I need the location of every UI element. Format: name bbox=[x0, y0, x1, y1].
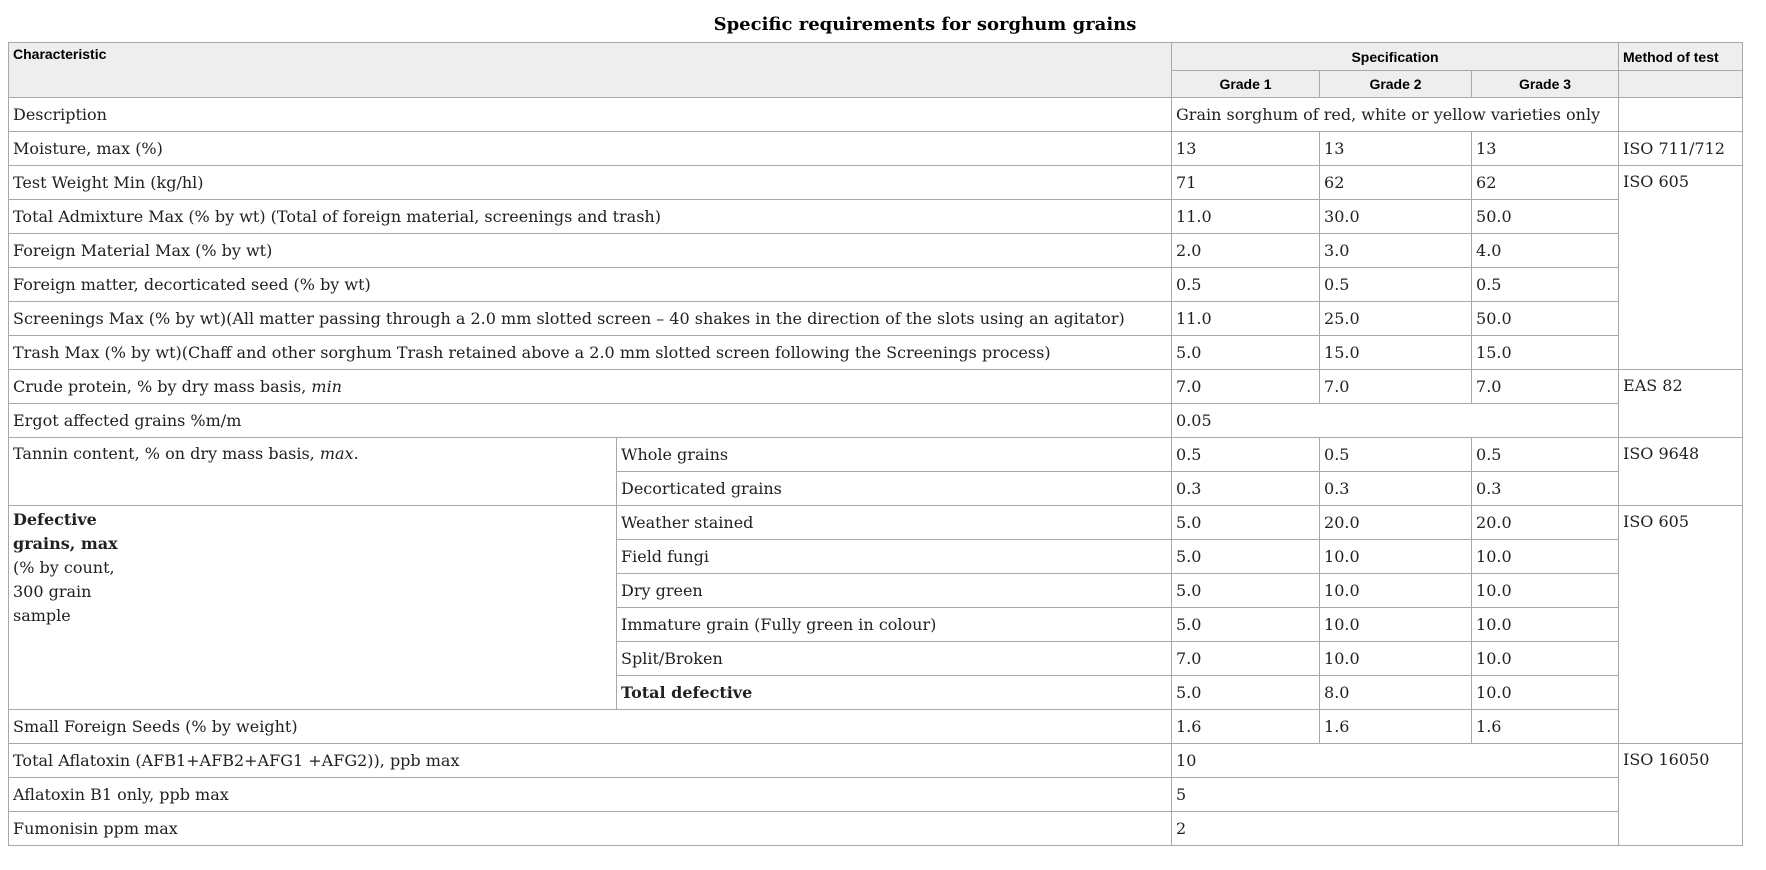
grade-1-value: 0.5 bbox=[1172, 268, 1320, 302]
label-line: Defective bbox=[13, 510, 97, 529]
grade-2-value: 13 bbox=[1320, 132, 1472, 166]
sub-label: Decorticated grains bbox=[617, 472, 1172, 506]
grade-2-value: 0.5 bbox=[1320, 438, 1472, 472]
label-text: Crude protein, % by dry mass basis, bbox=[13, 376, 312, 396]
grade-1-value: 11.0 bbox=[1172, 200, 1320, 234]
row-value: 2 bbox=[1172, 812, 1619, 846]
row-method: ISO 605 bbox=[1619, 166, 1743, 370]
row-method: ISO 9648 bbox=[1619, 438, 1743, 506]
table-title: Specific requirements for sorghum grains bbox=[713, 14, 1137, 35]
sub-label: Dry green bbox=[617, 574, 1172, 608]
row-label: Aflatoxin B1 only, ppb max bbox=[9, 778, 1172, 812]
grade-1-value: 7.0 bbox=[1172, 370, 1320, 404]
table-row bbox=[9, 166, 1743, 200]
header-method: Method of test bbox=[1619, 43, 1743, 71]
table-row bbox=[9, 268, 1743, 302]
sub-label: Split/Broken bbox=[617, 642, 1172, 676]
table-row bbox=[9, 200, 1743, 234]
grade-1-value: 5.0 bbox=[1172, 336, 1320, 370]
row-label: Ergot affected grains %m/m bbox=[9, 404, 1172, 438]
grade-2-value: 10.0 bbox=[1320, 642, 1472, 676]
table-row bbox=[9, 234, 1743, 268]
sub-label: Weather stained bbox=[617, 506, 1172, 540]
grade-1-value: 11.0 bbox=[1172, 302, 1320, 336]
grade-2-value: 30.0 bbox=[1320, 200, 1472, 234]
grade-2-value: 10.0 bbox=[1320, 608, 1472, 642]
grade-3-value: 0.3 bbox=[1472, 472, 1619, 506]
row-label: Description bbox=[9, 98, 1172, 132]
grade-3-value: 10.0 bbox=[1472, 540, 1619, 574]
sub-label: Whole grains bbox=[617, 438, 1172, 472]
grade-3-value: 4.0 bbox=[1472, 234, 1619, 268]
row-label: Foreign matter, decorticated seed (% by wt) bbox=[9, 268, 1172, 302]
row-label bbox=[9, 506, 617, 710]
row-label: Total Admixture Max (% by wt) (Total of foreign material, screenings and trash) bbox=[9, 200, 1172, 234]
row-label: Total Aflatoxin (AFB1+AFB2+AFG1 +AFG2)), ppb max bbox=[9, 744, 1172, 778]
grade-2-value: 7.0 bbox=[1320, 370, 1472, 404]
label-end: . bbox=[353, 444, 359, 463]
table-row bbox=[9, 438, 1743, 472]
row-label bbox=[9, 438, 617, 506]
row-label: Small Foreign Seeds (% by weight) bbox=[9, 710, 1172, 744]
grade-2-value: 3.0 bbox=[1320, 234, 1472, 268]
label-emphasis: max bbox=[319, 444, 354, 463]
row-value: 0.05 bbox=[1172, 404, 1619, 438]
label-text: Tannin content, % on dry mass basis, bbox=[13, 444, 320, 463]
table-row bbox=[9, 370, 1743, 404]
table-row bbox=[9, 336, 1743, 370]
grade-1-value: 5.0 bbox=[1172, 574, 1320, 608]
grade-2-value: 0.5 bbox=[1320, 268, 1472, 302]
grade-1-value: 1.6 bbox=[1172, 710, 1320, 744]
row-label: Trash Max (% by wt)(Chaff and other sorghum Trash retained above a 2.0 mm slotted screen following the Screenings process) bbox=[9, 336, 1172, 370]
grade-3-value: 10.0 bbox=[1472, 574, 1619, 608]
row-label: Screenings Max (% by wt)(All matter passing through a 2.0 mm slotted screen – 40 shakes in the direction of the slots using an agitator) bbox=[9, 302, 1172, 336]
table-row bbox=[9, 302, 1743, 336]
row-method: ISO 711/712 bbox=[1619, 132, 1743, 166]
table-row bbox=[9, 132, 1743, 166]
header-characteristic: Characteristic bbox=[9, 43, 1172, 98]
sub-label: Total defective bbox=[617, 676, 1172, 710]
table-row bbox=[9, 98, 1743, 132]
grade-3-value: 7.0 bbox=[1472, 370, 1619, 404]
grade-2-value: 10.0 bbox=[1320, 540, 1472, 574]
grade-1-value: 5.0 bbox=[1172, 676, 1320, 710]
grade-3-value: 15.0 bbox=[1472, 336, 1619, 370]
grade-1-value: 13 bbox=[1172, 132, 1320, 166]
grade-2-value: 25.0 bbox=[1320, 302, 1472, 336]
grade-3-value: 1.6 bbox=[1472, 710, 1619, 744]
grade-2-value: 15.0 bbox=[1320, 336, 1472, 370]
table-row bbox=[9, 778, 1743, 812]
grade-3-value: 20.0 bbox=[1472, 506, 1619, 540]
row-value: 10 bbox=[1172, 744, 1619, 778]
grade-2-value: 20.0 bbox=[1320, 506, 1472, 540]
grade-1-value: 5.0 bbox=[1172, 540, 1320, 574]
grade-3-value: 13 bbox=[1472, 132, 1619, 166]
grade-3-value: 0.5 bbox=[1472, 438, 1619, 472]
table-row bbox=[9, 710, 1743, 744]
grade-1-value: 71 bbox=[1172, 166, 1320, 200]
grade-2-value: 8.0 bbox=[1320, 676, 1472, 710]
grade-2-value: 62 bbox=[1320, 166, 1472, 200]
grade-1-value: 7.0 bbox=[1172, 642, 1320, 676]
header-specification: Specification bbox=[1172, 43, 1619, 71]
row-method: ISO 16050 bbox=[1619, 744, 1743, 846]
grade-1-value: 5.0 bbox=[1172, 608, 1320, 642]
grade-3-value: 50.0 bbox=[1472, 200, 1619, 234]
row-method bbox=[1619, 98, 1743, 132]
grade-1-value: 0.5 bbox=[1172, 438, 1320, 472]
header-empty bbox=[1619, 71, 1743, 98]
grade-3-value: 62 bbox=[1472, 166, 1619, 200]
grade-3-value: 10.0 bbox=[1472, 676, 1619, 710]
row-method: EAS 82 bbox=[1619, 370, 1743, 438]
requirements-table bbox=[8, 42, 1743, 846]
table-row bbox=[9, 404, 1743, 438]
label-line: 300 grain bbox=[13, 582, 92, 601]
table-row bbox=[9, 812, 1743, 846]
header-grade-1: Grade 1 bbox=[1172, 71, 1320, 98]
grade-1-value: 0.3 bbox=[1172, 472, 1320, 506]
row-label: Foreign Material Max (% by wt) bbox=[9, 234, 1172, 268]
label-emphasis: min bbox=[311, 376, 342, 396]
sub-label: Field fungi bbox=[617, 540, 1172, 574]
row-label bbox=[9, 370, 1172, 404]
table-row bbox=[9, 744, 1743, 778]
grade-3-value: 10.0 bbox=[1472, 642, 1619, 676]
row-label: Test Weight Min (kg/hl) bbox=[9, 166, 1172, 200]
label-line: grains, max bbox=[13, 534, 118, 553]
grade-2-value: 0.3 bbox=[1320, 472, 1472, 506]
grade-3-value: 50.0 bbox=[1472, 302, 1619, 336]
label-line: sample bbox=[13, 606, 71, 625]
grade-3-value: 10.0 bbox=[1472, 608, 1619, 642]
row-method: ISO 605 bbox=[1619, 506, 1743, 744]
grade-3-value: 0.5 bbox=[1472, 268, 1619, 302]
label-line: (% by count, bbox=[13, 558, 115, 577]
header-grade-2: Grade 2 bbox=[1320, 71, 1472, 98]
row-label: Moisture, max (%) bbox=[9, 132, 1172, 166]
grade-2-value: 10.0 bbox=[1320, 574, 1472, 608]
sub-label: Immature grain (Fully green in colour) bbox=[617, 608, 1172, 642]
row-value: 5 bbox=[1172, 778, 1619, 812]
table-row bbox=[9, 506, 1743, 540]
header-row bbox=[9, 43, 1743, 71]
row-value: Grain sorghum of red, white or yellow varieties only bbox=[1172, 98, 1619, 132]
grade-2-value: 1.6 bbox=[1320, 710, 1472, 744]
grade-1-value: 2.0 bbox=[1172, 234, 1320, 268]
grade-1-value: 5.0 bbox=[1172, 506, 1320, 540]
row-label: Fumonisin ppm max bbox=[9, 812, 1172, 846]
header-grade-3: Grade 3 bbox=[1472, 71, 1619, 98]
